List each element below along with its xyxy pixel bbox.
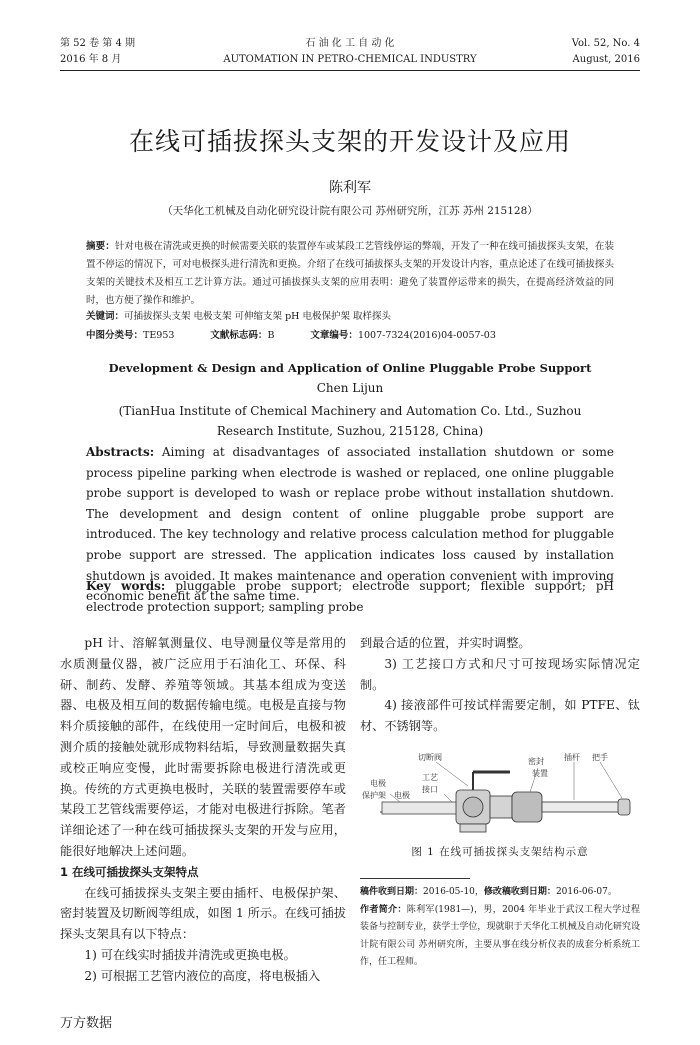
author-affiliation: （天华化工机械及自动化研究设计院有限公司 苏州研究所，江苏 苏州 215128） bbox=[162, 205, 538, 217]
received-date: 2016-05-10， bbox=[423, 887, 484, 897]
header-vol-en: Vol. 52, No. 4 bbox=[571, 38, 640, 49]
label-device: 装置 bbox=[532, 769, 548, 778]
abstract-cn bbox=[86, 238, 614, 310]
database-watermark: 万方数据 bbox=[60, 1016, 113, 1031]
header-volume: 第 52 卷 第 4 期 bbox=[60, 38, 135, 49]
label-seal: 密封 bbox=[528, 757, 544, 766]
english-keywords-text: pluggable probe support; electrode support; flexible support; pH electrode protection support; sampling probe bbox=[86, 579, 614, 614]
author-bio-text: 陈利军(1981—)，男，2004 年毕业于武汉工程大学过程装备与控制专业，获学士学位，现就职于天华化工机械及自动化研究设计院有限公司 苏州研究所，主要从事在线分析仪表的成套分析系统工作，任工程师。 bbox=[360, 904, 640, 967]
label-electrode: 电极 bbox=[370, 779, 386, 788]
author-name: 陈利军 bbox=[329, 180, 371, 196]
footnote-rule bbox=[360, 878, 470, 879]
header-date: 2016 年 8 月 bbox=[60, 54, 122, 65]
feature-item-1: 1) 可在线实时插拔并清洗或更换电极。 bbox=[84, 947, 296, 962]
author-bio-label: 作者简介： bbox=[360, 904, 407, 915]
body-paragraph-features: 在线可插拔探头支架主要由插杆、电极保护架、密封装置及切断阀等组成，如图 1 所示。在线可插拔探头支架具有以下特点： bbox=[60, 885, 346, 942]
english-author: Chen Lijun bbox=[316, 381, 384, 395]
label-electrode-2: 电极 bbox=[394, 791, 410, 800]
section-heading-1: 1 在线可插拔探头支架特点 bbox=[60, 864, 199, 879]
article-no-label: 文章编号： bbox=[310, 330, 358, 341]
classification-line bbox=[86, 327, 614, 341]
feature-item-4: 4) 接液部件可按试样需要定制，如 PTFE、钛材、不锈钢等。 bbox=[360, 698, 640, 734]
feature-item-2-cont: 到最合适的位置，并实时调整。 bbox=[360, 636, 531, 650]
article-no-value: 1007-7324(2016)04-0057-03 bbox=[357, 330, 496, 341]
body-left-column bbox=[60, 633, 346, 987]
figure-probe-support-diagram bbox=[360, 750, 640, 842]
keywords-cn-label: 关键词： bbox=[86, 311, 125, 322]
running-header bbox=[60, 36, 640, 68]
doc-code-label: 文献标志码： bbox=[210, 330, 268, 341]
label-valve: 切断阀 bbox=[418, 753, 442, 762]
label-port: 接口 bbox=[422, 785, 438, 794]
header-journal-en: AUTOMATION IN PETRO-CHEMICAL INDUSTRY bbox=[223, 54, 477, 65]
paper-title: 在线可插拔探头支架的开发设计及应用 bbox=[128, 127, 571, 156]
header-journal-cn: 石 油 化 工 自 动 化 bbox=[305, 38, 395, 49]
doc-code-value: B bbox=[267, 330, 275, 341]
body-right-column bbox=[360, 633, 640, 737]
insertion-rod-shape bbox=[542, 802, 620, 812]
revised-label: 修改稿收到日期： bbox=[483, 887, 556, 897]
feature-item-3: 3) 工艺接口方式和尺寸可按现场实际情况定制。 bbox=[360, 656, 640, 692]
label-guard: 保护架 bbox=[362, 791, 386, 800]
seal-device-shape bbox=[512, 792, 542, 822]
english-abstract-label: Abstracts: bbox=[86, 445, 155, 459]
body-paragraph-intro: pH 计、溶解氧测量仪、电导测量仪等是常用的水质测量仪器，被广泛应用于石油化工、环保、科研、制药、发酵、养殖等领域。其基本组成为变送器、电极及相互间的数据传输电缆。电极是直接与物料介质接触的部件，在线使用一定时间后，电极和被测介质的接触处就形成物料结垢，导致测量数据失真或校正响应变慢，此时需要拆除电极进行清洗或更换。传统的方式更换电极时，关联的装置需要停车或某段工艺管线需要停运，才能对电极进行拆除。笔者详细论述了一种在线可插拔探头支架的开发与应用，能很好地解决上述问题。 bbox=[60, 636, 346, 858]
label-process: 工艺 bbox=[422, 773, 438, 782]
keywords-cn-text: 可插拔探头支架 电极支架 可伸缩支架 pH 电极保护架 取样探头 bbox=[124, 311, 391, 322]
english-title: Development & Design and Application of Online Pluggable Probe Support bbox=[108, 361, 592, 375]
label-rod: 插杆 bbox=[564, 753, 580, 762]
electrode-guard-shape bbox=[382, 802, 460, 814]
keywords-cn bbox=[86, 308, 614, 326]
revised-date: 2016-06-07。 bbox=[555, 887, 617, 897]
clc-label: 中图分类号： bbox=[86, 330, 144, 341]
footnote bbox=[360, 884, 640, 972]
english-keywords-label: Key words: bbox=[86, 579, 166, 593]
abstract-cn-label: 摘要： bbox=[86, 241, 115, 252]
received-label: 稿件收到日期： bbox=[360, 887, 424, 897]
english-affiliation: (TianHua Institute of Chemical Machinery and Automation Co. Ltd., Suzhou Research Institute, Suzhou, 215128, China) bbox=[118, 404, 582, 438]
handle-shape bbox=[618, 799, 630, 815]
feature-item-2: 2) 可根据工艺管内液位的高度，将电极插入 bbox=[84, 968, 321, 983]
english-keywords bbox=[86, 576, 614, 617]
figure-caption: 图 1 在线可插拔探头支架结构示意 bbox=[411, 846, 589, 858]
label-handle: 把手 bbox=[592, 753, 608, 762]
clc-value: TE953 bbox=[143, 330, 175, 341]
header-date-en: August, 2016 bbox=[572, 54, 640, 65]
header-rule bbox=[60, 70, 640, 71]
english-abstract-text: Aiming at disadvantages of associated installation shutdown or some process pipeline parking when electrode is washed or replaced, one online pluggable probe support is developed to wash or replace probe without installation shutdown. The development and design content of online pluggable probe support are introduced. The key technology and relative process calculation method for pluggable probe support are stressed. The application indicates loss caused by installation shutdown is avoided. It makes maintenance and operation convenient with improving economic benefit at the same time. bbox=[86, 445, 614, 604]
abstract-cn-text: 针对电极在清洗或更换的时候需要关联的装置停车或某段工艺管线停运的弊端，开发了一种在线可插拔探头支架，在装置不停运的情况下，可对电极探头进行清洗和更换。介绍了在线可插拔探头支架的开发设计内容，重点论述了在线可插拔探头支架的关键技术及相互工艺计算方法。通过可插拔探头支架的应用表明：避免了装置停运带来的损失，在提高经济效益的同时，也方便了操作和维护。 bbox=[86, 241, 614, 306]
